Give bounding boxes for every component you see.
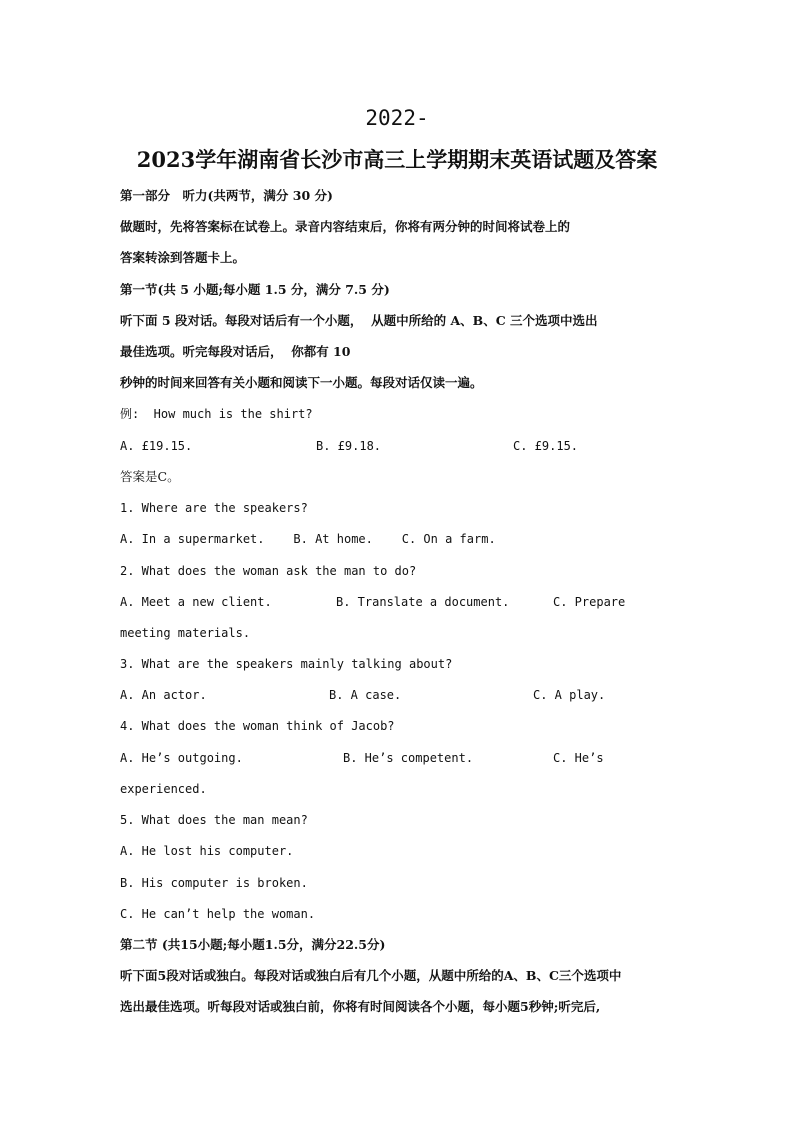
q4-question: 4. What does the woman think of Jacob? <box>120 719 395 733</box>
q2-option-c-cont: meeting materials. <box>120 626 251 640</box>
example-answer: 答案是C。 <box>120 469 180 484</box>
q2-option-a: A. Meet a new client. <box>120 595 272 609</box>
q2-question: 2. What does the woman ask the man to do? <box>120 564 417 578</box>
section2-instruction-2: 选出最佳选项。听每段对话或独白前，你将有时间阅读各个小题，每小题5秒钟;听完后, <box>120 999 601 1014</box>
q3-question: 3. What are the speakers mainly talking about? <box>120 657 453 671</box>
q2-option-b: B. Translate a document. <box>336 595 510 609</box>
section2-heading: 第二节 (共15小题;每小题1.5分，满分22.5分) <box>120 937 386 952</box>
q1-options: A. In a supermarket. B. At home. C. On a farm. <box>120 532 496 546</box>
q5-option-c: C. He can’t help the woman. <box>120 907 316 921</box>
q4-option-c: C. He’s <box>553 751 604 765</box>
example-option-b: B. £9.18. <box>316 439 382 453</box>
title-main: 2023学年湖南省长沙市高三上学期期末英语试题及答案 <box>136 147 658 172</box>
title-year: 2022- <box>365 106 429 130</box>
q4-option-c-cont: experienced. <box>120 782 207 796</box>
example-question: 例: How much is the shirt? <box>120 407 313 421</box>
example-option-a: A. £19.15. <box>120 439 193 453</box>
section2-instruction-1: 听下面5段对话或独白。每段对话或独白后有几个小题，从题中所给的A、B、C三个选项中 <box>120 968 622 983</box>
q4-option-a: A. He’s outgoing. <box>120 751 243 765</box>
section1-heading: 第一节(共 5 小题;每小题 1.5 分，满分 7.5 分) <box>120 282 390 297</box>
part1-heading: 第一部分 听力(共两节，满分 30 分) <box>120 188 333 203</box>
q5-question: 5. What does the man mean? <box>120 813 308 827</box>
q5-option-a: A. He lost his computer. <box>120 844 294 858</box>
q3-option-c: C. A play. <box>533 688 606 702</box>
q5-option-b: B. His computer is broken. <box>120 876 308 890</box>
intro-line-1: 做题时，先将答案标在试卷上。录音内容结束后，你将有两分钟的时间将试卷上的 <box>120 219 571 234</box>
q2-option-c: C. Prepare <box>553 595 626 609</box>
q1-question: 1. Where are the speakers? <box>120 501 308 515</box>
section1-instruction-3: 秒钟的时间来回答有关小题和阅读下一小题。每段对话仅读一遍。 <box>120 375 483 390</box>
section1-instruction-2: 最佳选项。听完每段对话后， 你都有 10 <box>120 344 351 359</box>
intro-line-2: 答案转涂到答题卡上。 <box>120 250 246 265</box>
q3-option-a: A. An actor. <box>120 688 207 702</box>
example-option-c: C. £9.15. <box>513 439 579 453</box>
q4-option-b: B. He’s competent. <box>343 751 474 765</box>
section1-instruction-1: 听下面 5 段对话。每段对话后有一个小题， 从题中所给的 A、B、C 三个选项中选出 <box>120 313 598 328</box>
q3-option-b: B. A case. <box>329 688 402 702</box>
